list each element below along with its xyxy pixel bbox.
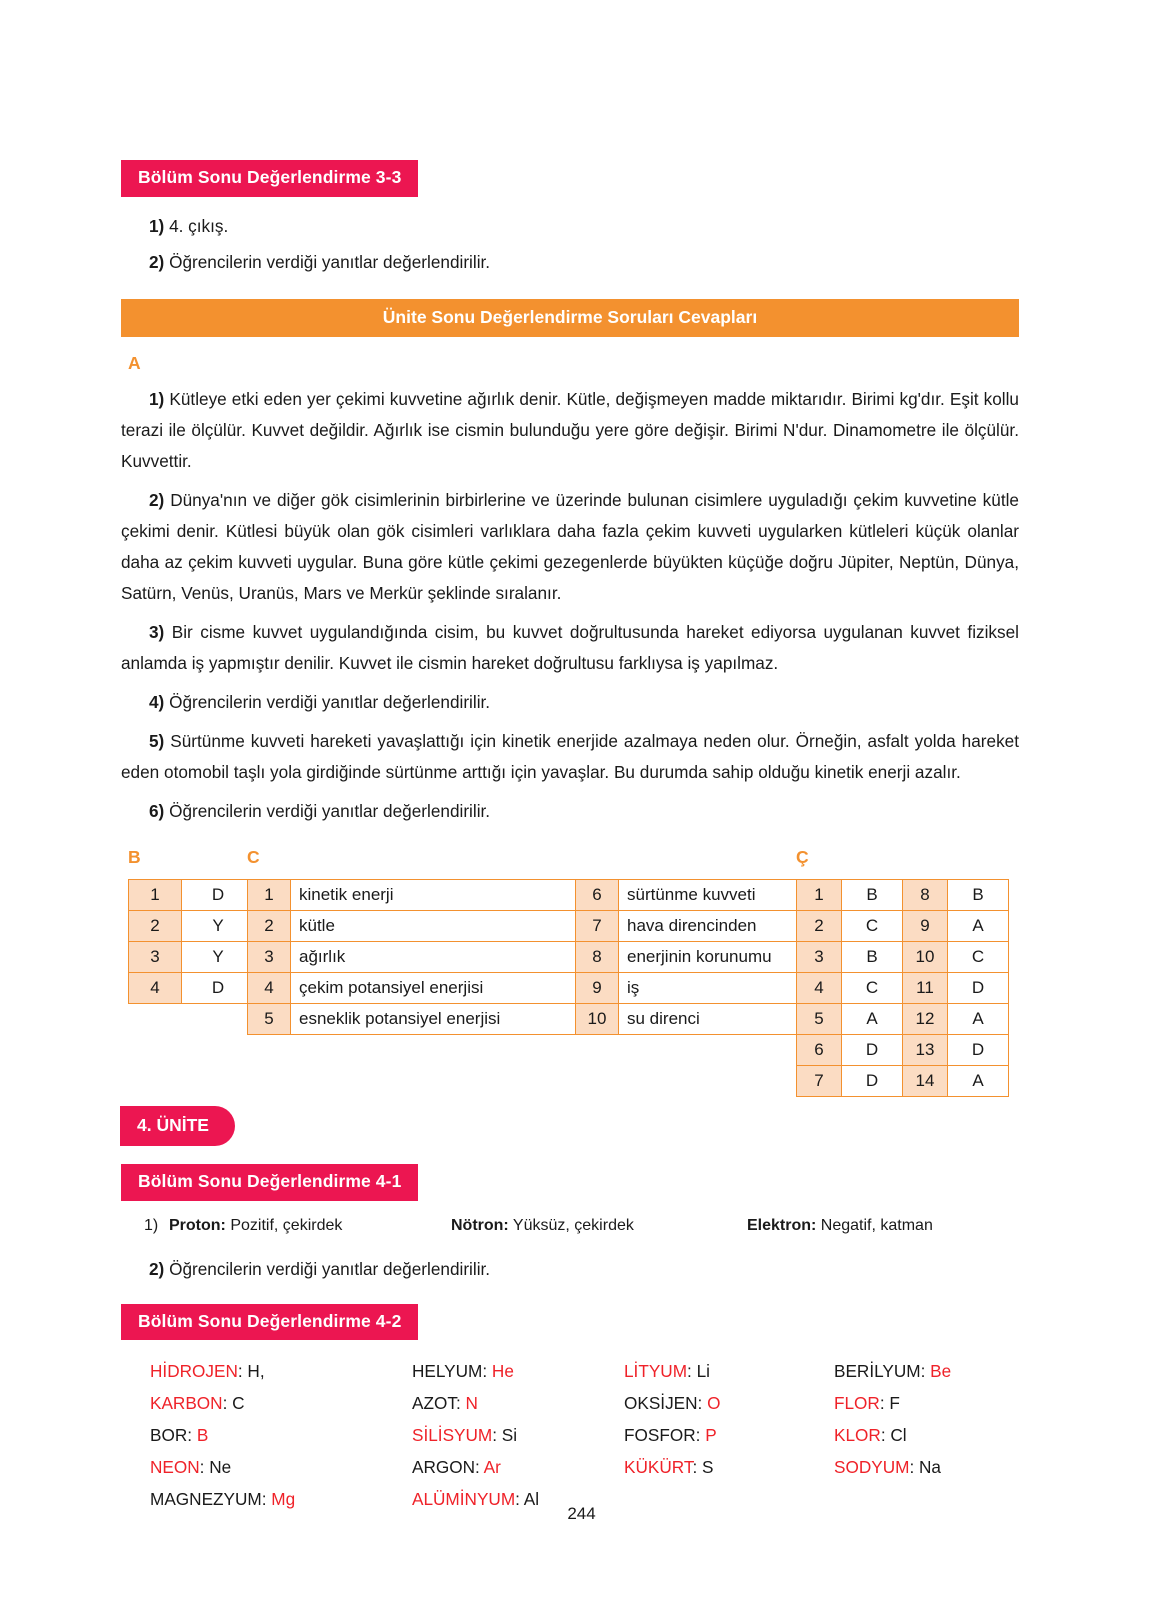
section-header-4-2: Bölüm Sonu Değerlendirme 4-2	[121, 1304, 418, 1341]
element-symbol-grid	[150, 1355, 1019, 1515]
table-row	[248, 973, 826, 1004]
row-number: 10	[903, 942, 948, 973]
answer-item	[121, 211, 1019, 242]
row-value: D	[182, 973, 255, 1004]
table-row	[248, 911, 826, 942]
group-label-c: C	[247, 846, 260, 867]
row-value: B	[842, 880, 903, 911]
row-number: 2	[129, 911, 182, 942]
row-number: 5	[797, 1004, 842, 1035]
row-number: 4	[797, 973, 842, 1004]
particle-label-elektron: Elektron:	[747, 1216, 817, 1234]
unit-end-banner: Ünite Sonu Değerlendirme Soruları Cevapları	[121, 299, 1019, 338]
table-row	[129, 880, 255, 911]
row-number: 8	[903, 880, 948, 911]
row-number: 4	[129, 973, 182, 1004]
element-entry: SİLİSYUM: Si	[412, 1425, 518, 1445]
row-text: hava direncinden	[619, 911, 826, 942]
group-label-b: B	[128, 846, 141, 867]
row-number: 9	[903, 911, 948, 942]
answer-number: 4)	[149, 691, 165, 712]
element-entry: HELYUM: He	[412, 1361, 514, 1381]
group-c-cedilla-block	[796, 846, 1009, 1098]
row-number: 7	[576, 911, 619, 942]
particle-desc-elektron: Negatif, katman	[820, 1216, 933, 1234]
element-entry: NEON: Ne	[150, 1457, 232, 1477]
element-symbol: Be	[930, 1361, 952, 1381]
answer-item	[121, 247, 1019, 278]
answer-item	[121, 1217, 1019, 1248]
answer-text: Öğrencilerin verdiği yanıtlar değerlendirilir.	[169, 800, 491, 821]
answer-text: Dünya'nın ve diğer gök cisimlerinin birbirlerine ve üzerinde bulunan cisimlere uyguladığı çekim kuvvetine kütle çekimi denir. Kütlesi büyük olan gök cisimleri varlıklara daha fazla çekim kuvveti uygularken kütleleri küçük olanlar daha az çekim kuvveti uygular. Buna göre kütle çekimi gezegenlerde büyükten küçüğe doğru Jüpiter, Neptün, Dünya, Satürn, Venüs, Uranüs, Mars ve Merkür şeklinde sıralanır.	[121, 489, 1019, 603]
row-number: 3	[248, 942, 291, 973]
table-row	[797, 911, 1009, 942]
answer-text: Kütleye etki eden yer çekimi kuvvetine ağırlık denir. Kütle, değişmeyen madde miktarıdır. Birimi kg'dır. Eşit kollu terazi ile ölçülür. Kuvvet değildir. Ağırlık ise cismin bulunduğu yere göre değişir. Birimi N'dur. Dinamometre ile ölçülür. Kuvvettir.	[121, 388, 1019, 471]
section-header-3-3-wrapper	[121, 160, 1019, 197]
element-symbol: S	[702, 1457, 714, 1477]
section-4-1-answers	[121, 1217, 1019, 1285]
answer-number: 1)	[149, 388, 165, 409]
row-value: D	[948, 973, 1009, 1004]
row-value: D	[842, 1066, 903, 1097]
answer-item	[121, 726, 1019, 788]
answer-tables-row	[121, 846, 1019, 1090]
element-name: SODYUM	[834, 1457, 910, 1477]
element-entry: OKSİJEN: O	[624, 1393, 721, 1413]
element-name: AZOT	[412, 1393, 456, 1413]
row-value: A	[842, 1004, 903, 1035]
element-name: ARGON	[412, 1457, 476, 1477]
table-row	[797, 942, 1009, 973]
row-number: 2	[797, 911, 842, 942]
table-row	[129, 911, 255, 942]
row-value: D	[948, 1035, 1009, 1066]
element-name: ALÜMİNYUM	[412, 1489, 516, 1509]
row-text: sürtünme kuvveti	[619, 880, 826, 911]
element-symbol: Li	[696, 1361, 710, 1381]
group-c-cedilla-table	[796, 879, 1009, 1097]
element-entry: KÜKÜRT: S	[624, 1457, 714, 1477]
element-symbol: Cl	[890, 1425, 907, 1445]
element-entry: SODYUM: Na	[834, 1457, 941, 1477]
element-symbol: N	[465, 1393, 478, 1413]
row-value: Y	[182, 942, 255, 973]
element-entry: FLOR: F	[834, 1393, 900, 1413]
row-value: C	[948, 942, 1009, 973]
element-symbol: Mg	[271, 1489, 296, 1509]
table-row	[248, 1004, 826, 1035]
group-label-c-cedilla: Ç	[796, 846, 809, 867]
element-symbol: B	[196, 1425, 209, 1445]
row-text: ağırlık	[291, 942, 576, 973]
answer-number: 3)	[149, 621, 165, 642]
row-number: 12	[903, 1004, 948, 1035]
element-entry: LİTYUM: Li	[624, 1361, 710, 1381]
section-header-4-1: Bölüm Sonu Değerlendirme 4-1	[121, 1164, 418, 1201]
answer-number: 2)	[149, 489, 165, 510]
group-c-table	[247, 879, 826, 1035]
element-entry: AZOT: N	[412, 1393, 478, 1413]
row-number: 1	[248, 880, 291, 911]
row-number: 4	[248, 973, 291, 1004]
element-name: MAGNEZYUM	[150, 1489, 262, 1509]
element-name: SİLİSYUM	[412, 1425, 493, 1445]
row-text: esneklik potansiyel enerjisi	[291, 1004, 576, 1035]
section-header-3-3: Bölüm Sonu Değerlendirme 3-3	[121, 160, 418, 197]
answer-number: 2)	[149, 1258, 165, 1279]
answer-text: Sürtünme kuvveti hareketi yavaşlattığı için kinetik enerjide azalmaya neden olur. Örneğin, asfalt yolda hareket eden otomobil taşlı yola girdiğinde sürtünme arttığı için yavaşlar. Bu durumda sahip olduğu kinetik enerji azalır.	[121, 730, 1019, 782]
row-number: 7	[797, 1066, 842, 1097]
element-entry: HİDROJEN: H,	[150, 1361, 265, 1381]
answer-item	[121, 1254, 1019, 1285]
element-name: BOR	[150, 1425, 188, 1445]
element-entry: BOR: B	[150, 1425, 209, 1445]
unit-4-badge: 4. ÜNİTE	[120, 1106, 235, 1147]
group-b-table	[128, 879, 255, 1004]
row-value: B	[948, 880, 1009, 911]
table-row	[248, 942, 826, 973]
table-row	[248, 880, 826, 911]
row-value: B	[842, 942, 903, 973]
element-symbol: C	[232, 1393, 245, 1413]
answer-item	[121, 617, 1019, 679]
element-symbol: He	[491, 1361, 514, 1381]
element-entry: BERİLYUM: Be	[834, 1361, 952, 1381]
element-entry: MAGNEZYUM: Mg	[150, 1489, 296, 1509]
element-entry: KARBON: C	[150, 1393, 245, 1413]
row-text: enerjinin korunumu	[619, 942, 826, 973]
table-row	[797, 1066, 1009, 1097]
page-content	[121, 160, 1019, 1515]
row-number: 6	[576, 880, 619, 911]
row-text: kinetik enerji	[291, 880, 576, 911]
particle-desc-notron: Yüksüz, çekirdek	[512, 1216, 634, 1234]
answer-text: Öğrencilerin verdiği yanıtlar değerlendirilir.	[169, 1258, 491, 1279]
row-number: 6	[797, 1035, 842, 1066]
element-symbol: H,	[247, 1361, 265, 1381]
answer-number: 1)	[144, 1216, 159, 1234]
row-value: Y	[182, 911, 255, 942]
table-row	[129, 942, 255, 973]
row-text: iş	[619, 973, 826, 1004]
section-3-3-answers	[121, 211, 1019, 278]
answer-number: 5)	[149, 730, 165, 751]
answer-text: Öğrencilerin verdiği yanıtlar değerlendirilir.	[169, 691, 491, 712]
particle-desc-proton: Pozitif, çekirdek	[230, 1216, 343, 1234]
answer-number: 6)	[149, 800, 165, 821]
row-number: 5	[248, 1004, 291, 1035]
element-name: KÜKÜRT	[624, 1457, 693, 1477]
row-value: C	[842, 911, 903, 942]
element-name: KLOR	[834, 1425, 881, 1445]
answer-item	[121, 687, 1019, 718]
row-number: 11	[903, 973, 948, 1004]
element-name: NEON	[150, 1457, 200, 1477]
answer-item	[121, 796, 1019, 827]
element-name: FLOR	[834, 1393, 880, 1413]
element-name: OKSİJEN	[624, 1393, 698, 1413]
group-a-answers	[121, 384, 1019, 827]
row-value: A	[948, 1004, 1009, 1035]
row-number: 1	[797, 880, 842, 911]
element-symbol: F	[889, 1393, 900, 1413]
element-entry: ALÜMİNYUM: Al	[412, 1489, 540, 1509]
table-row	[129, 973, 255, 1004]
element-symbol: Ne	[209, 1457, 232, 1477]
element-symbol: Al	[523, 1489, 540, 1509]
section-header-4-2-wrapper	[121, 1304, 1019, 1341]
element-symbol: Ar	[483, 1457, 501, 1477]
row-text: kütle	[291, 911, 576, 942]
table-row	[797, 1035, 1009, 1066]
answer-text: Bir cisme kuvvet uygulandığında cisim, bu kuvvet doğrultusunda hareket ediyorsa uygulanan kuvvet fiziksel anlamda iş yapmıştır denilir. Kuvvet ile cismin hareket doğrultusu farklıysa iş yapılmaz.	[121, 621, 1019, 673]
row-number: 10	[576, 1004, 619, 1035]
element-symbol: Na	[919, 1457, 941, 1477]
row-number: 13	[903, 1035, 948, 1066]
row-number: 8	[576, 942, 619, 973]
element-name: FOSFOR	[624, 1425, 696, 1445]
element-name: HİDROJEN	[150, 1361, 238, 1381]
row-value: D	[842, 1035, 903, 1066]
row-number: 1	[129, 880, 182, 911]
table-row	[797, 1004, 1009, 1035]
element-name: LİTYUM	[624, 1361, 688, 1381]
row-number: 2	[248, 911, 291, 942]
answer-text: 4. çıkış.	[169, 215, 229, 236]
answer-item	[121, 485, 1019, 609]
answer-number: 2)	[149, 251, 165, 272]
group-c-block	[247, 846, 826, 1036]
answer-number: 1)	[149, 215, 165, 236]
row-value: C	[842, 973, 903, 1004]
group-label-a: A	[128, 353, 141, 373]
element-entry: ARGON: Ar	[412, 1457, 501, 1477]
row-text: çekim potansiyel enerjisi	[291, 973, 576, 1004]
unit-badge-wrapper	[120, 1106, 1019, 1147]
element-name: BERİLYUM	[834, 1361, 921, 1381]
element-name: KARBON	[150, 1393, 223, 1413]
answer-item	[121, 384, 1019, 477]
table-row	[797, 973, 1009, 1004]
element-entry: KLOR: Cl	[834, 1425, 907, 1445]
particle-label-notron: Nötron:	[451, 1216, 509, 1234]
particle-label-proton: Proton:	[169, 1216, 226, 1234]
row-text: su direnci	[619, 1004, 826, 1035]
element-symbol: O	[707, 1393, 721, 1413]
page-number: 244	[567, 1504, 596, 1523]
section-header-4-1-wrapper	[121, 1164, 1019, 1201]
row-number: 14	[903, 1066, 948, 1097]
group-b-block	[128, 846, 255, 1005]
table-row	[797, 880, 1009, 911]
row-number: 3	[129, 942, 182, 973]
row-value: D	[182, 880, 255, 911]
row-value: A	[948, 911, 1009, 942]
element-symbol: P	[705, 1425, 717, 1445]
element-name: HELYUM	[412, 1361, 483, 1381]
row-number: 9	[576, 973, 619, 1004]
row-value: A	[948, 1066, 1009, 1097]
element-symbol: Si	[501, 1425, 518, 1445]
row-number: 3	[797, 942, 842, 973]
answer-text: Öğrencilerin verdiği yanıtlar değerlendirilir.	[169, 251, 491, 272]
element-entry: FOSFOR: P	[624, 1425, 717, 1445]
